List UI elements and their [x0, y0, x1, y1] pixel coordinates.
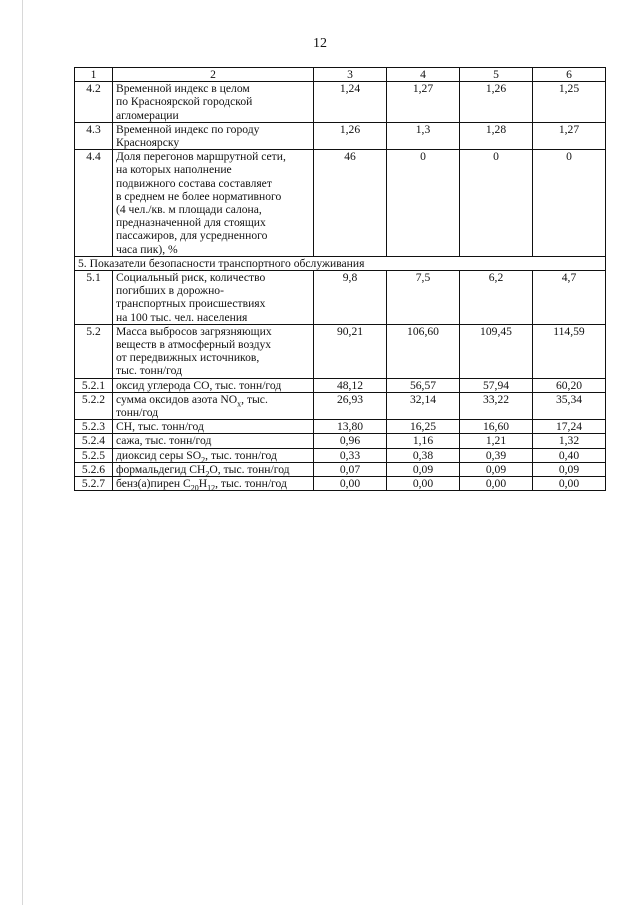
- row-number: 5.2.7: [75, 477, 113, 491]
- value-cell: 33,22: [460, 392, 533, 419]
- header-cell: 4: [387, 68, 460, 82]
- desc-text: формальдегид CH: [116, 462, 206, 476]
- subscript: 2: [205, 469, 210, 479]
- header-cell: 6: [533, 68, 606, 82]
- row-number: 4.2: [75, 82, 113, 123]
- page-number: 12: [313, 36, 327, 51]
- section-heading-row: [75, 256, 606, 270]
- value-cell: 0,00: [387, 477, 460, 491]
- scan-edge-left: [22, 0, 23, 905]
- value-cell: 0,38: [387, 448, 460, 462]
- header-cell: 3: [314, 68, 387, 82]
- subscript: x: [237, 399, 242, 409]
- row-number: 4.3: [75, 122, 113, 149]
- value-cell: 56,57: [387, 378, 460, 392]
- desc-text: сумма оксидов азота NO: [116, 392, 238, 406]
- value-cell: 90,21: [314, 324, 387, 378]
- row-description: СН, тыс. тонн/год: [113, 420, 314, 434]
- row-description: Временной индекс в целом по Красноярской городской агломерации: [113, 82, 314, 123]
- row-description: Социальный риск, количество погибших в дорожно- транспортных происшествиях на 100 тыс. чел. населения: [113, 271, 314, 325]
- value-cell: 35,34: [533, 392, 606, 419]
- desc-text: , тыс. тонн/год: [205, 448, 277, 462]
- desc-text: H: [198, 477, 208, 491]
- value-cell: 0,39: [460, 448, 533, 462]
- table-row: [75, 150, 606, 257]
- indicators-table: [74, 67, 606, 491]
- value-cell: 6,2: [460, 271, 533, 325]
- row-number: 5.1: [75, 271, 113, 325]
- value-cell: 0,07: [314, 462, 387, 476]
- value-cell: 26,93: [314, 392, 387, 419]
- value-cell: 0,40: [533, 448, 606, 462]
- value-cell: 9,8: [314, 271, 387, 325]
- section-heading: 5. Показатели безопасности транспортного обслуживания: [75, 256, 606, 270]
- value-cell: 0,00: [533, 477, 606, 491]
- desc-text: O, тыс. тонн/год: [209, 462, 290, 476]
- value-cell: 0: [460, 150, 533, 257]
- value-cell: 1,26: [314, 122, 387, 149]
- subscript: 12: [207, 483, 216, 493]
- desc-text: , тыс. тонн/год: [116, 392, 268, 420]
- value-cell: 0: [533, 150, 606, 257]
- header-cell: 2: [113, 68, 314, 82]
- table-row: [75, 462, 606, 476]
- desc-text: диоксид серы SO: [116, 448, 202, 462]
- header-cell: 5: [460, 68, 533, 82]
- value-cell: 57,94: [460, 378, 533, 392]
- value-cell: 0: [387, 150, 460, 257]
- row-description: [113, 462, 314, 479]
- value-cell: 0,33: [314, 448, 387, 462]
- value-cell: 1,26: [460, 82, 533, 123]
- value-cell: 7,5: [387, 271, 460, 325]
- value-cell: 0,96: [314, 434, 387, 448]
- row-description: сажа, тыс. тонн/год: [113, 434, 314, 448]
- table-row: [75, 271, 606, 325]
- row-description: Масса выбросов загрязняющих веществ в атмосферный воздух от передвижных источников, тыс. тонн/год: [113, 324, 314, 378]
- table-row: [75, 82, 606, 123]
- value-cell: 0,09: [460, 462, 533, 476]
- value-cell: 0,00: [460, 477, 533, 491]
- table-row: [75, 122, 606, 149]
- value-cell: 1,32: [533, 434, 606, 448]
- row-number: 4.4: [75, 150, 113, 257]
- value-cell: 32,14: [387, 392, 460, 419]
- value-cell: 48,12: [314, 378, 387, 392]
- row-description: Временной индекс по городу Красноярску: [113, 122, 314, 149]
- value-cell: 1,25: [533, 82, 606, 123]
- value-cell: 1,24: [314, 82, 387, 123]
- row-number: 5.2: [75, 324, 113, 378]
- row-description: [113, 392, 314, 419]
- row-description: [113, 448, 314, 462]
- row-description: Доля перегонов маршрутной сети, на которых наполнение подвижного состава составляет в среднем не более нормативного (4 чел./кв. м площади салона, предназначенной для стоящих пассажиров, для усредненного часа пик), %: [113, 150, 314, 257]
- subscript: 20: [190, 483, 199, 493]
- table-row: [75, 392, 606, 419]
- value-cell: 114,59: [533, 324, 606, 378]
- value-cell: 17,24: [533, 420, 606, 434]
- subscript: 2: [201, 455, 206, 464]
- table-row: [75, 477, 606, 491]
- row-number: 5.2.2: [75, 392, 113, 419]
- value-cell: 106,60: [387, 324, 460, 378]
- value-cell: 1,3: [387, 122, 460, 149]
- table-row: [75, 448, 606, 462]
- value-cell: 1,27: [533, 122, 606, 149]
- value-cell: 1,21: [460, 434, 533, 448]
- value-cell: 1,27: [387, 82, 460, 123]
- row-number: 5.2.5: [75, 448, 113, 462]
- value-cell: 16,60: [460, 420, 533, 434]
- header-cell: 1: [75, 68, 113, 82]
- value-cell: 109,45: [460, 324, 533, 378]
- table-row: [75, 324, 606, 378]
- value-cell: 1,28: [460, 122, 533, 149]
- row-description: оксид углерода СО, тыс. тонн/год: [113, 378, 314, 392]
- value-cell: 4,7: [533, 271, 606, 325]
- row-number: 5.2.3: [75, 420, 113, 434]
- value-cell: 13,80: [314, 420, 387, 434]
- desc-text: бенз(а)пирен C: [116, 477, 191, 491]
- row-number: 5.2.1: [75, 378, 113, 392]
- value-cell: 16,25: [387, 420, 460, 434]
- table-row: [75, 420, 606, 434]
- table-header-row: [75, 68, 606, 82]
- value-cell: 0,09: [533, 462, 606, 476]
- value-cell: 46: [314, 150, 387, 257]
- row-number: 5.2.4: [75, 434, 113, 448]
- value-cell: 1,16: [387, 434, 460, 448]
- desc-text: , тыс. тонн/год: [215, 477, 287, 491]
- table-row: [75, 378, 606, 392]
- value-cell: 0,00: [314, 477, 387, 491]
- table-row: [75, 434, 606, 448]
- value-cell: 0,09: [387, 462, 460, 476]
- value-cell: 60,20: [533, 378, 606, 392]
- row-description: [113, 477, 314, 491]
- row-number: 5.2.6: [75, 462, 113, 476]
